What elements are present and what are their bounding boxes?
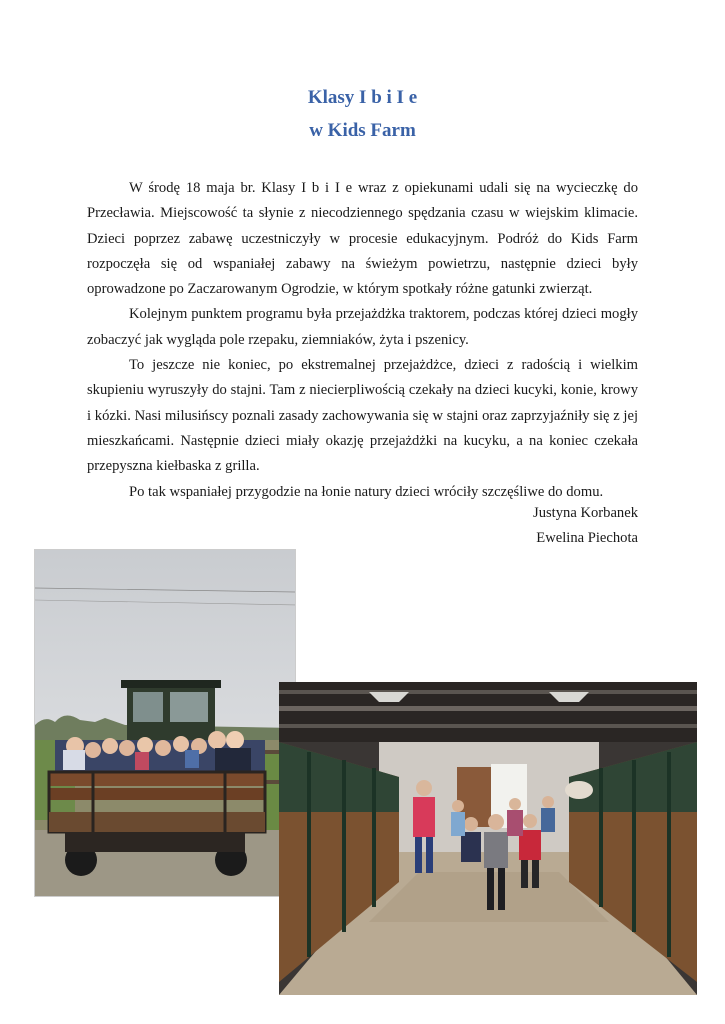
tractor-photo (34, 549, 296, 897)
author-2: Ewelina Piechota (536, 530, 638, 546)
page-subtitle: w Kids Farm (309, 120, 416, 141)
paragraph-4: Po tak wspaniałej przygodzie na łonie natury dzieci wróciły szczęśliwe do domu. (129, 483, 604, 500)
article-body (87, 176, 638, 505)
author-1: Justyna Korbanek (533, 505, 638, 521)
paragraph-3: To jeszcze nie koniec, po ekstremalnej przejażdżce, dzieci z radością i wielkim skupieniu wyruszyły do stajni. Tam z niecierpliwością czekały na dzieci kucyki, konie, krowy i kózki. Nasi milusińscy poznali zasady zachowywania się w stajni oraz zaprzyjaźniły się z jej mieszkańcami. Następnie dzieci miały okazję przejażdżki na kucyku, a na koniec czekała przepyszna kiełbaska z grilla. (87, 357, 638, 475)
paragraph-2: Kolejnym punktem programu była przejażdżka traktorem, podczas której dzieci mogły zobaczyć jak wygląda pole rzepaku, ziemniaków, żyta i pszenicy. (87, 306, 638, 348)
page-title: Klasy I b i I e (307, 87, 418, 108)
paragraph-1: W środę 18 maja br. Klasy I b i I e wraz z opiekunami udali się na wycieczkę do Przecławia. Miejscowość ta słynie z niecodziennego spędzania czasu w wiejskim klimacie. Dzieci poprzez zabawę uczestniczyły w procesie edukacyjnym. Podróż do Kids Farm rozpoczęła się od wspaniałej zabawy na świeżym powietrzu, następnie dzieci były oprowadzone po Zaczarowanym Ogrodzie, w którym spotkały różne gatunki zwierząt. (87, 180, 638, 298)
stable-photo (279, 682, 697, 995)
